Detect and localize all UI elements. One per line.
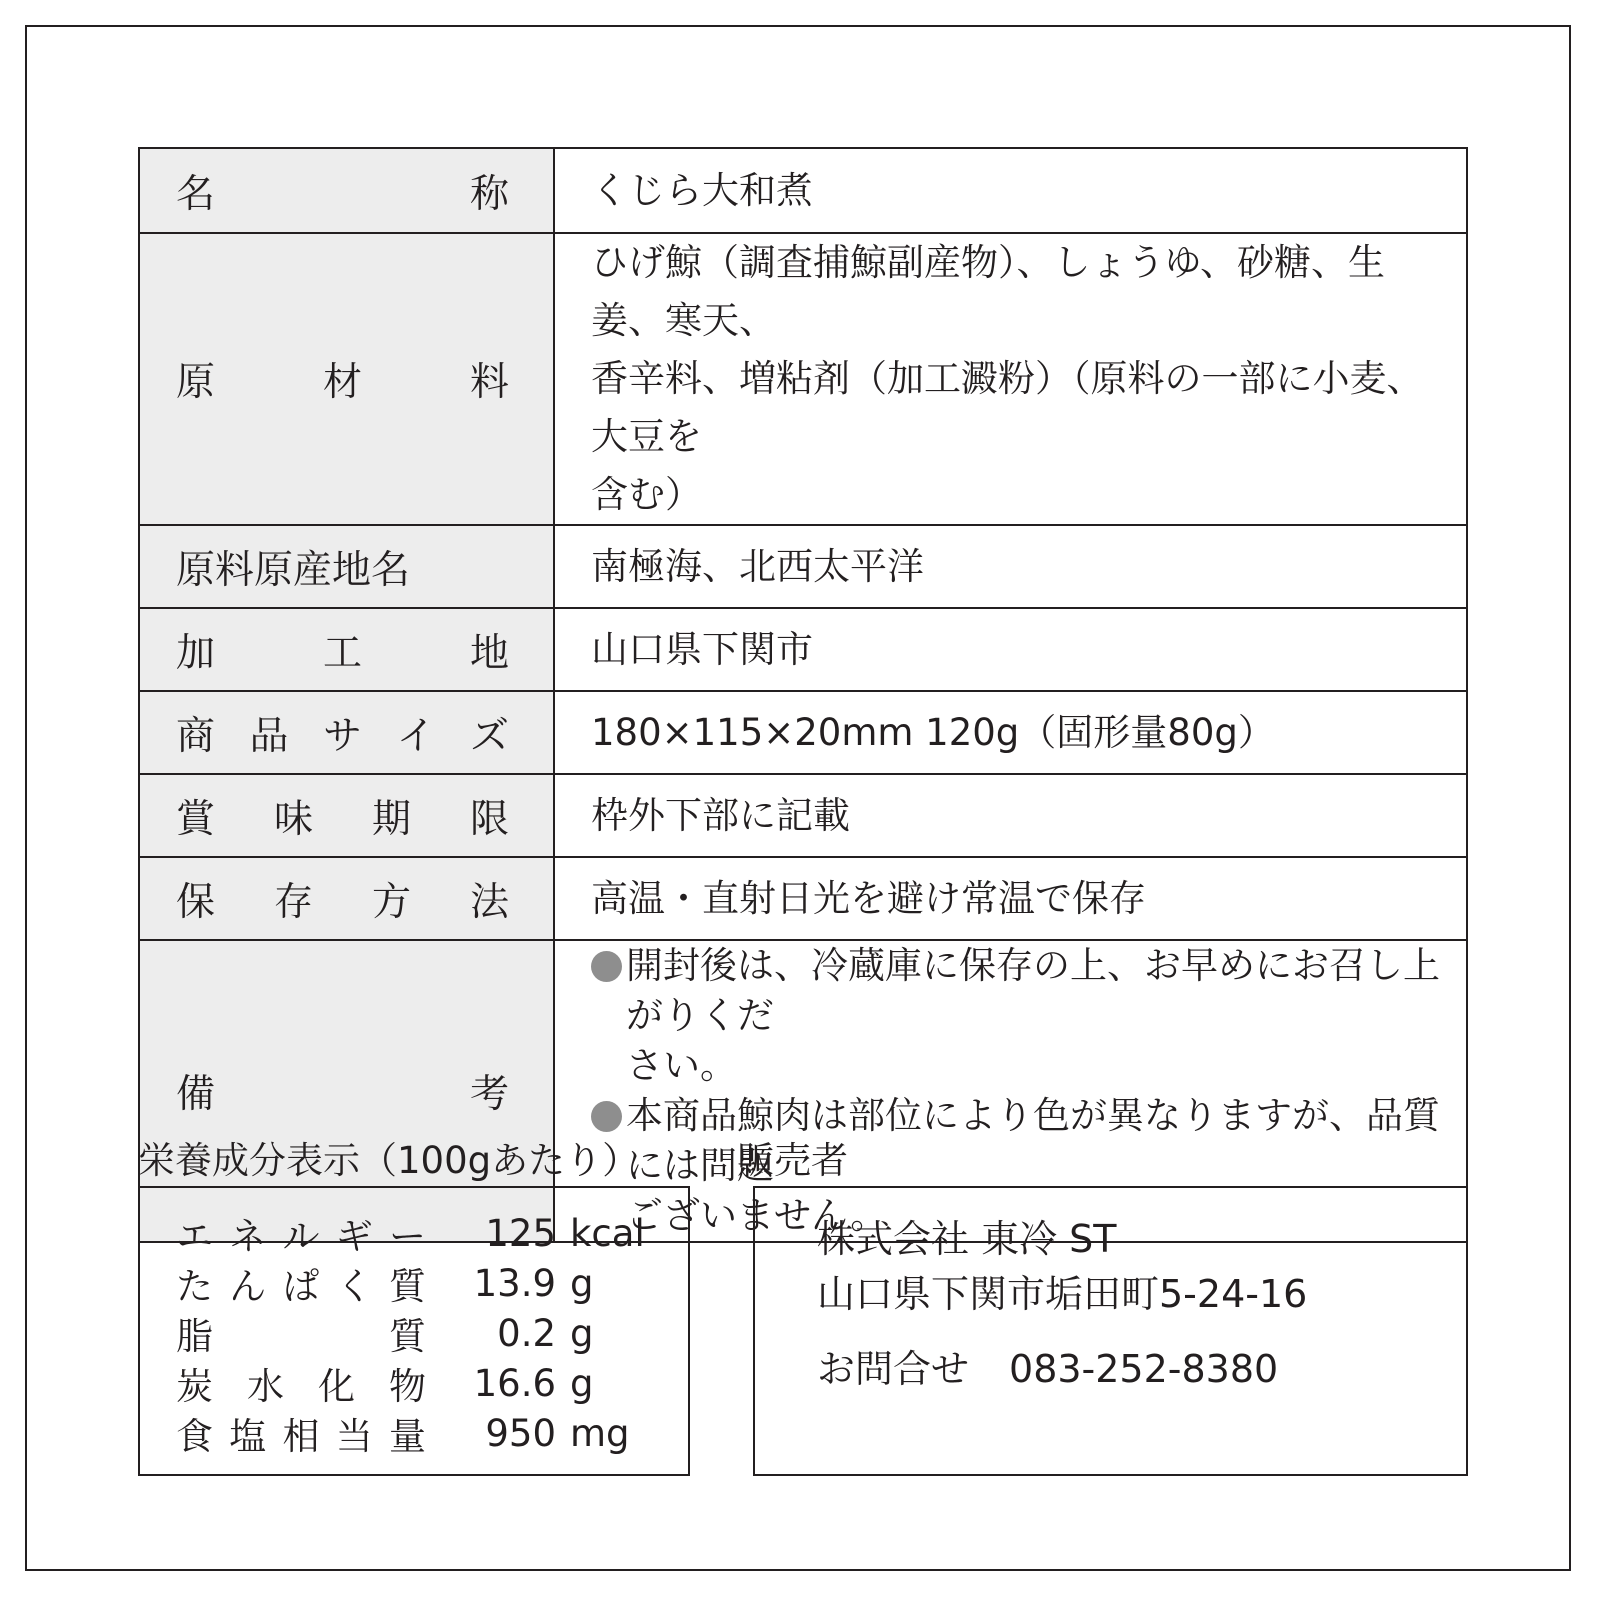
nutrient-char: 化 [318,1365,355,1408]
label-char: 法 [469,879,509,925]
row-value [554,233,1467,525]
nutrient-char: 炭 [176,1365,213,1408]
nutrient-char: ネ [229,1215,267,1258]
row-value [554,525,1467,608]
remark-line: ございません。 [626,1194,888,1237]
seller-box [753,1186,1468,1476]
nutrient-unit: kcal [570,1211,645,1255]
nutrient-name [176,1206,426,1260]
nutrient-char: く [335,1265,373,1308]
label-char: 味 [273,796,313,842]
nutrient-value: 13.9 [473,1261,556,1305]
value-line: 枠外下部に記載 [591,793,850,837]
value-line: 含む） [591,473,702,516]
label-char: 料 [469,360,509,405]
seller-title: 販売者 [737,1139,848,1182]
row-value [554,691,1467,774]
row-label [139,525,554,608]
nutrient-char: ル [282,1215,320,1258]
nutrient-char: 物 [389,1365,426,1408]
label-char: ズ [469,713,509,759]
contact-label: お問合せ [817,1347,970,1391]
nutrient-char: エ [176,1215,213,1258]
nutrient-char: ー [389,1215,426,1258]
remark-line: さい。 [626,1044,737,1087]
bullet-icon [591,1101,622,1132]
nutrient-char: 当 [335,1415,373,1458]
label-char: 商 [176,713,216,759]
row-label [139,608,554,691]
nutrition-title: 栄養成分表示（100gあたり） [138,1139,640,1182]
label-char: 地 [469,630,509,676]
row-value [554,857,1467,940]
label-char: 原 [176,360,216,405]
label-char: 称 [469,171,509,217]
nutrition-row [176,1208,688,1258]
company-name: 株式会社 東冷 ST [817,1217,1117,1261]
nutrient-char: 脂 [176,1315,213,1358]
row-value [554,608,1467,691]
label-char: 備 [176,1072,216,1117]
spec-row [139,148,1467,233]
row-label [139,774,554,857]
nutrition-box [138,1186,690,1476]
label-char: 品 [249,713,289,759]
nutrient-char: 塩 [229,1415,267,1458]
nutrient-char: 相 [282,1415,320,1458]
nutrient-char: ギ [335,1215,373,1258]
nutrient-name [176,1256,426,1310]
nutrition-row [176,1358,688,1408]
nutrient-char: 量 [389,1415,426,1458]
phone-number: 083-252-8380 [1009,1347,1279,1391]
label-char: 原料原産地名 [176,547,411,593]
nutrient-value: 950 [485,1411,556,1455]
nutrient-char: 質 [389,1315,426,1358]
row-value [554,148,1467,233]
value-line: 180×115×20mm 120g（固形量80g） [591,710,1275,754]
nutrient-value: 125 [485,1211,556,1255]
row-label [139,148,554,233]
value-line: 山口県下関市 [591,627,813,671]
label-char: サ [322,713,362,759]
label-char: 賞 [176,796,216,842]
nutrient-char: ぱ [282,1265,320,1308]
nutrient-char: 食 [176,1415,213,1458]
label-char: 名 [176,171,216,217]
spec-row [139,774,1467,857]
value-line: 香辛料、増粘剤（加工澱粉）（原料の一部に小麦、大豆を [591,357,1424,458]
nutrient-unit: g [570,1361,594,1405]
nutrient-char: た [176,1265,213,1308]
label-char: 限 [469,796,509,842]
row-label [139,857,554,940]
bullet-icon [591,951,622,982]
contact-line [817,1342,1466,1397]
value-line: 高温・直射日光を避け常温で保存 [591,876,1146,920]
row-value [554,774,1467,857]
nutrient-unit: g [570,1311,594,1355]
nutrition-row [176,1408,688,1458]
label-char: 存 [273,879,313,925]
label-char: 加 [176,630,216,676]
nutrition-row [176,1258,688,1308]
label-char: イ [396,713,436,759]
nutrient-name [176,1306,426,1360]
nutrient-name [176,1356,426,1410]
label-char: 保 [176,879,216,925]
nutrition-row [176,1308,688,1358]
remark-note [591,941,1442,1091]
nutrient-value: 16.6 [473,1361,556,1405]
value-line: 南極海、北西太平洋 [591,544,924,588]
nutrient-unit: g [570,1261,594,1305]
value-line: くじら大和煮 [591,168,813,212]
nutrient-char: 水 [247,1365,284,1408]
spec-row [139,857,1467,940]
nutrient-char: 質 [389,1265,426,1308]
row-label [139,233,554,525]
seller-address: 山口県下関市垢田町5-24-16 [817,1272,1308,1316]
spec-row [139,525,1467,608]
label-char: 材 [322,360,362,405]
row-label [139,691,554,774]
label-char: 考 [469,1072,509,1117]
nutrient-char: ん [229,1265,267,1308]
remark-line: 開封後は、冷蔵庫に保存の上、お早めにお召し上がりくだ [626,944,1440,1037]
spec-row [139,691,1467,774]
nutrient-value: 0.2 [497,1311,556,1355]
label-char: 方 [371,879,411,925]
spec-row [139,608,1467,691]
nutrient-unit: mg [570,1411,630,1455]
label-char: 期 [371,796,411,842]
product-spec-table [138,147,1468,1243]
spec-row [139,233,1467,525]
remark-line: 本商品鯨肉は部位により色が異なりますが、品質には問題 [626,1094,1440,1187]
value-line: ひげ鯨（調査捕鯨副産物）、しょうゆ、砂糖、生姜、寒天、 [591,241,1386,342]
label-char: 工 [322,630,362,676]
nutrient-name [176,1406,426,1460]
